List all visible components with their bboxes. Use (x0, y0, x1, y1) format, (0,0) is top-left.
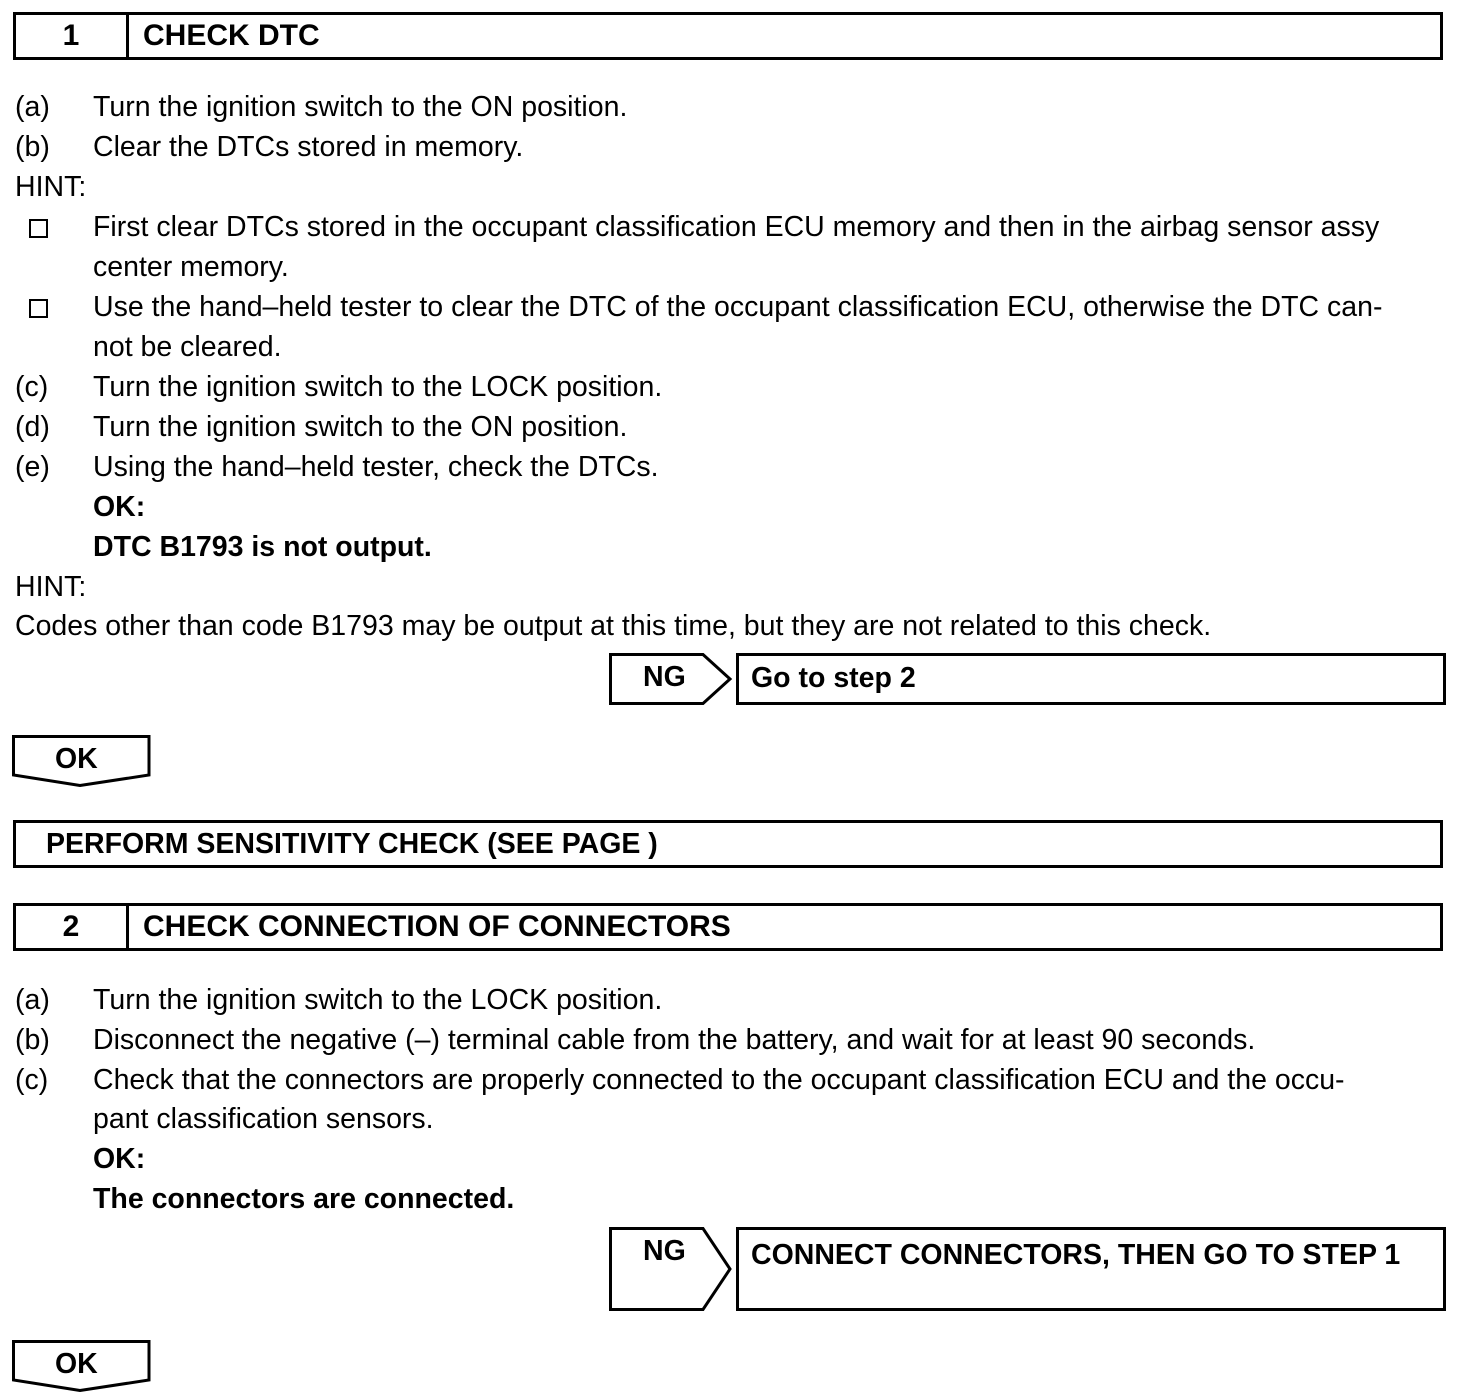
hint-text: Codes other than code B1793 may be output at this time, but they are not related to this check. (15, 610, 1212, 642)
item-label: (d) (15, 411, 50, 443)
ng-result-text: CONNECT CONNECTORS, THEN GO TO STEP 1 (751, 1239, 1401, 1271)
item-label: (e) (15, 451, 50, 483)
hint-label: HINT: (15, 571, 87, 603)
item-text: Turn the ignition switch to the LOCK position. (93, 984, 663, 1016)
ng-arrow-icon (609, 653, 733, 705)
ng-label: NG (643, 661, 686, 693)
step-2-header (13, 903, 1443, 951)
bullet-box-icon (29, 219, 48, 238)
item-text: Check that the connectors are properly connected to the occupant classification ECU and the occu- (93, 1064, 1345, 1096)
item-text: Disconnect the negative (–) terminal cable from the battery, and wait for at least 90 seconds. (93, 1024, 1256, 1056)
item-label: (c) (15, 1064, 49, 1096)
item-text: Turn the ignition switch to the LOCK position. (93, 371, 663, 403)
item-label: (a) (15, 984, 50, 1016)
ng-arrow-icon (609, 1227, 733, 1311)
item-text: Using the hand–held tester, check the DTCs. (93, 451, 659, 483)
ng-result-box (736, 1227, 1446, 1311)
ng-label: NG (643, 1235, 686, 1267)
step-title: CHECK DTC (143, 19, 320, 52)
ok-criteria: DTC B1793 is not output. (93, 531, 432, 563)
item-label: (c) (15, 371, 49, 403)
item-text: Clear the DTCs stored in memory. (93, 131, 524, 163)
banner-text: PERFORM SENSITIVITY CHECK (SEE PAGE ) (46, 827, 658, 860)
bullet-text-cont: not be cleared. (93, 331, 282, 363)
bullet-box-icon (29, 299, 48, 318)
item-text-cont: pant classification sensors. (93, 1103, 434, 1135)
step-number: 1 (16, 15, 129, 57)
ok-criteria-label: OK: (93, 491, 146, 523)
item-label: (a) (15, 91, 50, 123)
bullet-text: First clear DTCs stored in the occupant classification ECU memory and then in the airbag sensor assy (93, 211, 1380, 243)
ok-label: OK (55, 743, 98, 775)
ok-arrow-icon (12, 1340, 152, 1392)
ok-criteria: The connectors are connected. (93, 1183, 515, 1215)
bullet-text: Use the hand–held tester to clear the DTC of the occupant classification ECU, otherwise the DTC can- (93, 291, 1383, 323)
item-label: (b) (15, 1024, 50, 1056)
ok-criteria-label: OK: (93, 1143, 146, 1175)
bullet-text-cont: center memory. (93, 251, 289, 283)
item-label: (b) (15, 131, 50, 163)
hint-label: HINT: (15, 171, 87, 203)
ok-label: OK (55, 1348, 98, 1380)
item-text: Turn the ignition switch to the ON position. (93, 411, 628, 443)
ok-arrow-icon (12, 735, 152, 787)
ng-result-box (736, 653, 1446, 705)
step-title: CHECK CONNECTION OF CONNECTORS (143, 910, 731, 943)
sensitivity-check-banner (13, 820, 1443, 868)
item-text: Turn the ignition switch to the ON position. (93, 91, 628, 123)
ng-result-text: Go to step 2 (751, 662, 916, 694)
step-1-header (13, 12, 1443, 60)
step-number: 2 (16, 906, 129, 948)
